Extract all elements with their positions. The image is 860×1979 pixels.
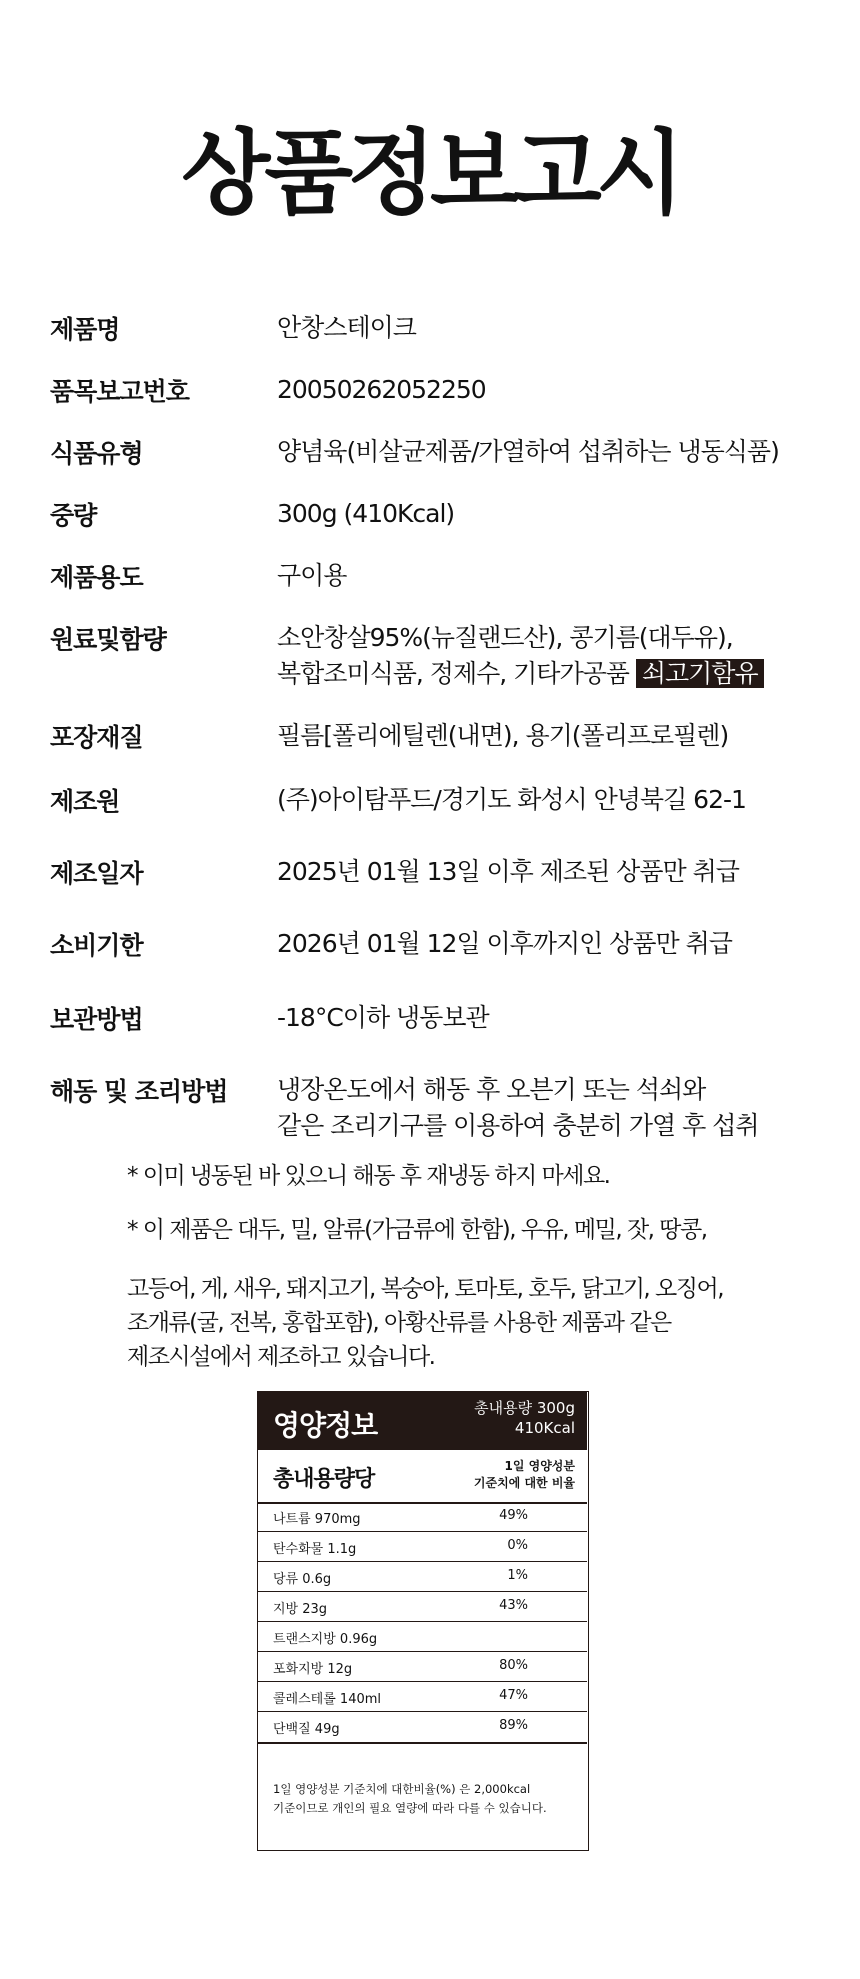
nutrition-row — [258, 1682, 587, 1712]
nutrient-percent: 80% — [499, 1658, 528, 1673]
daily-value-label-line-1: 1일 영양성분 — [504, 1459, 575, 1473]
info-label: 제조일자 — [50, 859, 143, 888]
info-value: -18°C이하 냉동보관 — [277, 1003, 489, 1032]
info-value: (주)아이탐푸드/경기도 화성시 안녕북길 62-1 — [277, 785, 746, 814]
total-weight: 총내용량 300g — [474, 1399, 575, 1417]
nutrient-name: 나트륨 970mg — [273, 1512, 361, 1527]
info-value-line-1: 냉장온도에서 해동 후 오븐기 또는 석쇠와 — [277, 1075, 706, 1104]
info-label: 제품명 — [50, 315, 120, 344]
nutrient-percent: 47% — [499, 1688, 528, 1703]
info-label: 제조원 — [50, 787, 120, 816]
info-value: 필름[폴리에틸렌(내면), 용기(폴리프로필렌) — [277, 721, 729, 750]
info-value: 양념육(비살균제품/가열하여 섭취하는 냉동식품) — [277, 437, 779, 466]
daily-value-label-line-2: 기준치에 대한 비율 — [473, 1476, 575, 1490]
info-value-line-1: 소안창살95%(뉴질랜드산), 콩기름(대두유), — [277, 623, 733, 652]
nutrient-percent: 0% — [507, 1538, 528, 1553]
info-value — [277, 1072, 759, 1144]
nutrition-header — [258, 1392, 587, 1450]
info-value-line-2 — [277, 656, 764, 692]
nutrient-name: 단백질 49g — [273, 1722, 340, 1737]
nutrient-name: 포화지방 12g — [273, 1662, 353, 1677]
nutrition-rows — [258, 1502, 587, 1744]
info-label: 식품유형 — [50, 439, 143, 468]
nutrition-row — [258, 1502, 587, 1532]
nutrient-name: 트랜스지방 0.96g — [273, 1632, 378, 1647]
info-label: 원료및함량 — [50, 625, 166, 654]
nutrition-facts-panel — [257, 1391, 589, 1851]
page-title: 상품정보고시 — [181, 120, 679, 227]
nutrient-percent: 89% — [499, 1718, 528, 1733]
allergen-notice-line: * 이 제품은 대두, 밀, 알류(가금류에 한함), 우유, 메밀, 잣, 땅콩, — [127, 1217, 707, 1243]
info-label: 중량 — [50, 501, 97, 530]
info-label: 소비기한 — [50, 931, 143, 960]
refreeze-warning: * 이미 냉동된 바 있으니 해동 후 재냉동 하지 마세요. — [127, 1163, 610, 1189]
nutrient-name: 탄수화물 1.1g — [273, 1542, 357, 1557]
nutrition-row — [258, 1652, 587, 1682]
nutrition-title: 영양정보 — [273, 1409, 378, 1442]
nutrition-subheader — [258, 1450, 587, 1504]
nutrient-name: 지방 23g — [273, 1602, 328, 1617]
nutrient-percent: 1% — [507, 1568, 528, 1583]
per-total-label: 총내용량당 — [273, 1467, 375, 1492]
nutrient-percent: 49% — [499, 1508, 528, 1523]
info-value: 20050262052250 — [277, 375, 486, 404]
nutrition-total-amount — [474, 1398, 575, 1438]
info-label: 품목보고번호 — [50, 377, 189, 406]
total-calories: 410Kcal — [514, 1419, 575, 1437]
info-value: 300g (410Kcal) — [277, 499, 455, 528]
beef-highlight-badge: 쇠고기함유 — [636, 659, 764, 688]
info-label: 포장재질 — [50, 723, 143, 752]
nutrition-row — [258, 1562, 587, 1592]
nutrient-percent: 43% — [499, 1598, 528, 1613]
info-label: 제품용도 — [50, 563, 143, 592]
allergen-notice-continued: 고등어, 게, 새우, 돼지고기, 복숭아, 토마토, 호두, 닭고기, 오징어, 조개류(굴, 전복, 홍합포함), 아황산류를 사용한 제품과 같은 제조시설에서 제조하고 있습니다. — [127, 1276, 724, 1370]
info-value: 안창스테이크 — [277, 313, 416, 342]
info-value: 구이용 — [277, 561, 347, 590]
nutrient-name: 당류 0.6g — [273, 1572, 332, 1587]
info-value-text: 복합조미식품, 정제수, 기타가공품 — [277, 659, 636, 688]
info-label: 해동 및 조리방법 — [50, 1077, 228, 1106]
nutrition-row — [258, 1532, 587, 1562]
nutrition-row — [258, 1622, 587, 1652]
info-label: 보관방법 — [50, 1005, 143, 1034]
info-value: 2026년 01월 12일 이후까지인 상품만 취급 — [277, 929, 732, 958]
info-value — [277, 620, 764, 692]
nutrient-name: 콜레스테롤 140ml — [273, 1692, 382, 1707]
daily-value-label — [474, 1458, 575, 1492]
nutrition-footnote: 1일 영양성분 기준치에 대한비율(%) 은 2,000kcal 기준이므로 개인의 필요 열량에 따라 다를 수 있습니다. — [273, 1782, 547, 1815]
info-value: 2025년 01월 13일 이후 제조된 상품만 취급 — [277, 857, 739, 886]
info-value-line-2: 같은 조리기구를 이용하여 충분히 가열 후 섭취 — [277, 1111, 759, 1140]
nutrition-row — [258, 1592, 587, 1622]
nutrition-row — [258, 1712, 587, 1744]
